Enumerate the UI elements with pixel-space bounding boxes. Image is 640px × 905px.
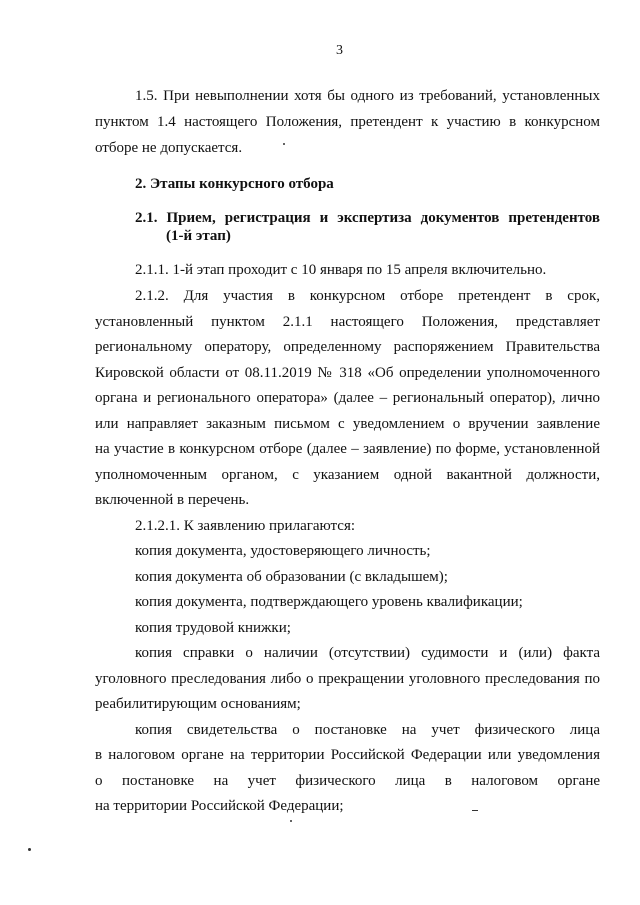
paragraph-2-1-2-1: 2.1.2.1. К заявлению прилагаются: xyxy=(135,518,356,534)
subsection-heading-2-1-line-2: (1-й этап) xyxy=(166,228,231,244)
scan-speck xyxy=(472,810,478,811)
list-item: копия документа, удостоверяющего личность; xyxy=(135,543,431,559)
scan-speck xyxy=(28,848,31,851)
list-item-criminal-line-2: уголовного преследования либо о прекращении уголовного преследования по xyxy=(95,671,600,687)
paragraph-1-5-line-3: отборе не допускается. xyxy=(95,140,243,156)
paragraph-2-1-2-line-2: установленный пунктом 2.1.1 настоящего Положения, представляет xyxy=(95,314,600,330)
list-item-tax-line-3: о постановке на учет физического лица в налоговом органе xyxy=(95,773,600,789)
list-item-tax-line-4: на территории Российской Федерации; xyxy=(95,798,344,814)
section-heading-2: 2. Этапы конкурсного отбора xyxy=(135,176,334,192)
list-item: копия документа об образовании (с вкладышем); xyxy=(135,569,448,585)
list-item-criminal-line-1: копия справки о наличии (отсутствии) судимости и (или) факта xyxy=(135,645,600,661)
list-item: копия трудовой книжки; xyxy=(135,620,291,636)
paragraph-2-1-2-line-6: или направляет заказным письмом с уведомлением о вручении заявление xyxy=(95,416,600,432)
paragraph-2-1-2-line-4: Кировской области от 08.11.2019 № 318 «Об определении уполномоченного xyxy=(95,365,600,381)
list-item-tax-line-2: в налоговом органе на территории Российской Федерации или уведомления xyxy=(95,747,600,763)
paragraph-2-1-2-line-8: уполномоченным органом, с указанием одной вакантной должности, xyxy=(95,467,600,483)
list-item-criminal-line-3: реабилитирующим основаниям; xyxy=(95,696,301,712)
paragraph-2-1-2-line-3: региональному оператору, определенному распоряжением Правительства xyxy=(95,339,600,355)
scan-speck xyxy=(283,143,285,145)
subsection-heading-2-1-line-1: 2.1. Прием, регистрация и экспертиза документов претендентов xyxy=(135,210,600,226)
paragraph-2-1-1: 2.1.1. 1-й этап проходит с 10 января по 15 апреля включительно. xyxy=(135,262,547,278)
paragraph-2-1-2-line-1: 2.1.2. Для участия в конкурсном отборе претендент в срок, xyxy=(135,288,600,304)
paragraph-1-5-line-1: 1.5. При невыполнении хотя бы одного из требований, установленных xyxy=(135,88,600,104)
paragraph-1-5-line-2: пунктом 1.4 настоящего Положения, претендент к участию в конкурсном xyxy=(95,114,600,130)
list-item-tax-line-1: копия свидетельства о постановке на учет физического лица xyxy=(135,722,600,738)
page-number: 3 xyxy=(336,43,343,58)
paragraph-2-1-2-line-5: органа и регионального оператора» (далее – региональный оператор), лично xyxy=(95,390,600,406)
paragraph-2-1-2-line-9: включенной в перечень. xyxy=(95,492,250,508)
scan-speck xyxy=(290,820,292,822)
paragraph-2-1-2-line-7: на участие в конкурсном отборе (далее – заявление) по форме, установленной xyxy=(95,441,600,457)
list-item: копия документа, подтверждающего уровень квалификации; xyxy=(135,594,523,610)
